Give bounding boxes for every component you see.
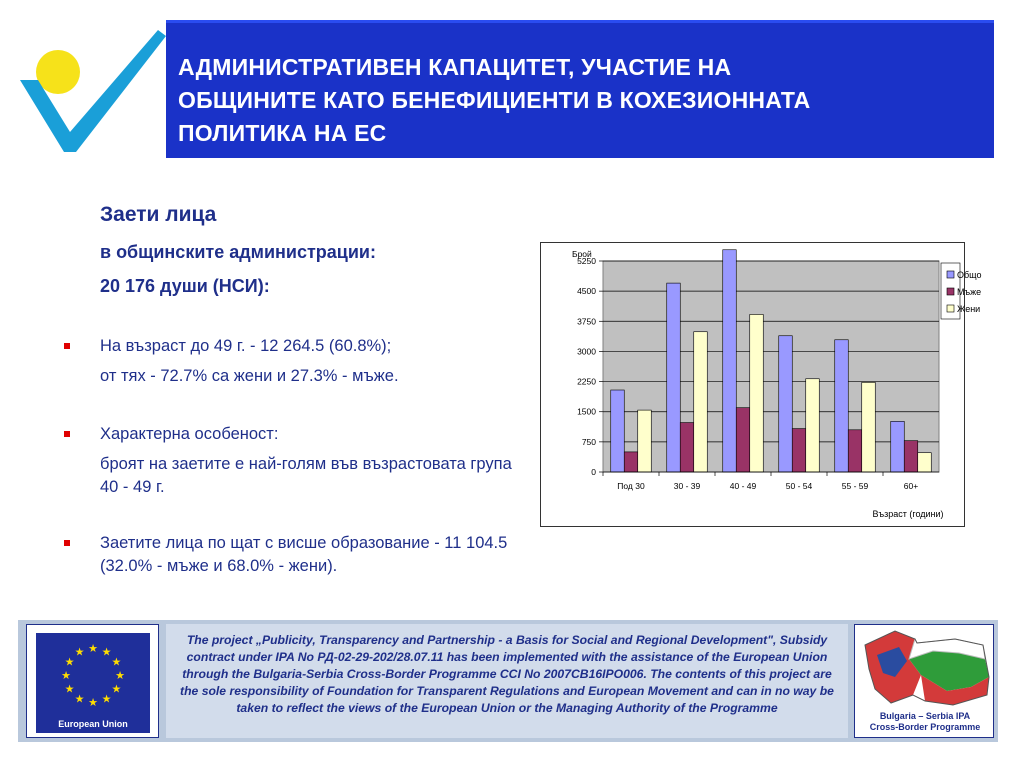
y-tick-label: 3750 bbox=[577, 316, 596, 327]
legend-label: Жени bbox=[957, 304, 981, 314]
bullet-1-line-2: от тях - 72.7% са жени и 27.3% - мъже. bbox=[100, 367, 399, 385]
legend-swatch bbox=[947, 288, 954, 295]
disclaimer-text: The project „Publicity, Transparency and Partnership - a Basis for Social and Regional Development", Subsidy contract under IPA No РД-02-29-202/28.07.11 has been implemented with the assistance of the European Union through the Bulgaria-Serbia Cross-Border Programme CCI No 2007CB16IPO006. The contents of this project are the sole responsibility of Foundation for Transparent Regulations and European Movement and can in no way be taken to reflect the views of the European Union or the Managing Authority of the Programme bbox=[180, 633, 834, 715]
bar-3 bbox=[750, 314, 764, 472]
programme-label-line-1: Bulgaria – Serbia IPA bbox=[879, 711, 971, 721]
bullet-3-line-1: Заетите лица по щат с висше образование - 11 104.5 (32.0% - мъже и 68.0% - жени). bbox=[100, 534, 508, 575]
x-tick-label: 60+ bbox=[903, 481, 919, 491]
title-banner bbox=[166, 20, 994, 158]
eu-star-icon: ★ bbox=[111, 682, 122, 696]
bar-3 bbox=[918, 453, 932, 472]
bar-1 bbox=[779, 336, 793, 472]
bar-2 bbox=[848, 430, 862, 472]
eu-star-icon: ★ bbox=[115, 669, 125, 682]
x-tick-label: 40 - 49 bbox=[729, 481, 757, 491]
bar-3 bbox=[694, 332, 708, 472]
footer-banner bbox=[18, 620, 998, 742]
eu-star-icon: ★ bbox=[111, 655, 122, 669]
eu-logo-box bbox=[26, 624, 159, 738]
y-tick-label: 2250 bbox=[577, 376, 596, 387]
eu-star-icon: ★ bbox=[64, 655, 75, 669]
x-tick-label: 50 - 54 bbox=[785, 481, 813, 491]
disclaimer-box bbox=[166, 624, 848, 738]
eu-star-icon: ★ bbox=[101, 692, 112, 706]
y-tick-label: 0 bbox=[591, 467, 596, 477]
employee-total: 20 176 души (НСИ): bbox=[100, 276, 270, 296]
y-tick-label: 5250 bbox=[577, 256, 596, 266]
programme-label bbox=[855, 711, 995, 733]
eu-star-icon: ★ bbox=[61, 669, 71, 682]
section-heading: Заети лица bbox=[100, 203, 217, 226]
bar-2 bbox=[624, 452, 638, 472]
y-tick-label: 750 bbox=[581, 436, 596, 447]
bar-1 bbox=[723, 250, 737, 472]
x-tick-label: 55 - 59 bbox=[841, 481, 869, 491]
bar-2 bbox=[904, 441, 918, 472]
eu-star-icon: ★ bbox=[74, 692, 85, 706]
y-tick-label: 1500 bbox=[577, 406, 596, 417]
bullet-marker bbox=[64, 540, 70, 546]
eu-star-icon: ★ bbox=[88, 642, 98, 655]
age-distribution-chart bbox=[540, 242, 982, 527]
eu-star-icon: ★ bbox=[101, 645, 112, 659]
bar-1 bbox=[835, 340, 849, 472]
bullet-2-line-1: Характерна особеност: bbox=[100, 425, 279, 443]
legend-label: Общо bbox=[957, 270, 982, 280]
x-axis-title: Възраст (години) bbox=[872, 509, 944, 519]
y-axis-title: Брой bbox=[572, 249, 592, 259]
title-line-3: ПОЛИТИКА НА ЕС bbox=[178, 120, 387, 146]
bullet-marker bbox=[64, 343, 70, 349]
bar-1 bbox=[611, 390, 625, 472]
eu-star-icon: ★ bbox=[64, 682, 75, 696]
eu-star-icon: ★ bbox=[74, 645, 85, 659]
eu-stars-icon bbox=[36, 633, 150, 717]
eu-star-icon: ★ bbox=[88, 696, 98, 709]
legend-swatch bbox=[947, 305, 954, 312]
bullet-2-line-2: броят на заетите е най-голям във възрастовата група 40 - 49 г. bbox=[100, 455, 512, 496]
bullet-1-line-1: На възраст до 49 г. - 12 264.5 (60.8%); bbox=[100, 337, 392, 355]
bar-2 bbox=[736, 408, 750, 472]
checkmark-icon bbox=[20, 30, 166, 152]
legend-swatch bbox=[947, 271, 954, 278]
title-line-1: АДМИНИСТРАТИВЕН КАПАЦИТЕТ, УЧАСТИЕ НА bbox=[178, 54, 732, 80]
plot-area bbox=[603, 261, 939, 472]
title-line-2: ОБЩИНИТЕ КАТО БЕНЕФИЦИЕНТИ В КОХЕЗИОННАТА bbox=[178, 87, 811, 113]
eu-label: European Union bbox=[36, 717, 150, 733]
bar-1 bbox=[667, 283, 681, 472]
section-subheading: в общинските администрации: bbox=[100, 242, 376, 262]
eu-flag bbox=[36, 633, 150, 717]
bar-2 bbox=[792, 429, 806, 472]
bar-2 bbox=[680, 423, 694, 472]
legend-label: Мъже bbox=[957, 287, 982, 297]
x-tick-label: Под 30 bbox=[617, 481, 645, 491]
x-tick-label: 30 - 39 bbox=[673, 481, 701, 491]
bar-3 bbox=[638, 410, 652, 472]
brand-logo bbox=[18, 28, 168, 158]
y-tick-label: 4500 bbox=[577, 286, 596, 297]
bar-3 bbox=[862, 382, 876, 472]
y-tick-label: 3000 bbox=[577, 346, 596, 357]
bulgaria-serbia-map-icon bbox=[855, 625, 995, 711]
programme-logo-box bbox=[854, 624, 994, 738]
bullet-marker bbox=[64, 431, 70, 437]
sun-icon bbox=[36, 50, 80, 94]
bar-1 bbox=[891, 421, 905, 472]
chart-svg bbox=[541, 243, 982, 528]
programme-label-line-2: Cross-Border Programme bbox=[869, 722, 981, 732]
bar-3 bbox=[806, 379, 820, 472]
